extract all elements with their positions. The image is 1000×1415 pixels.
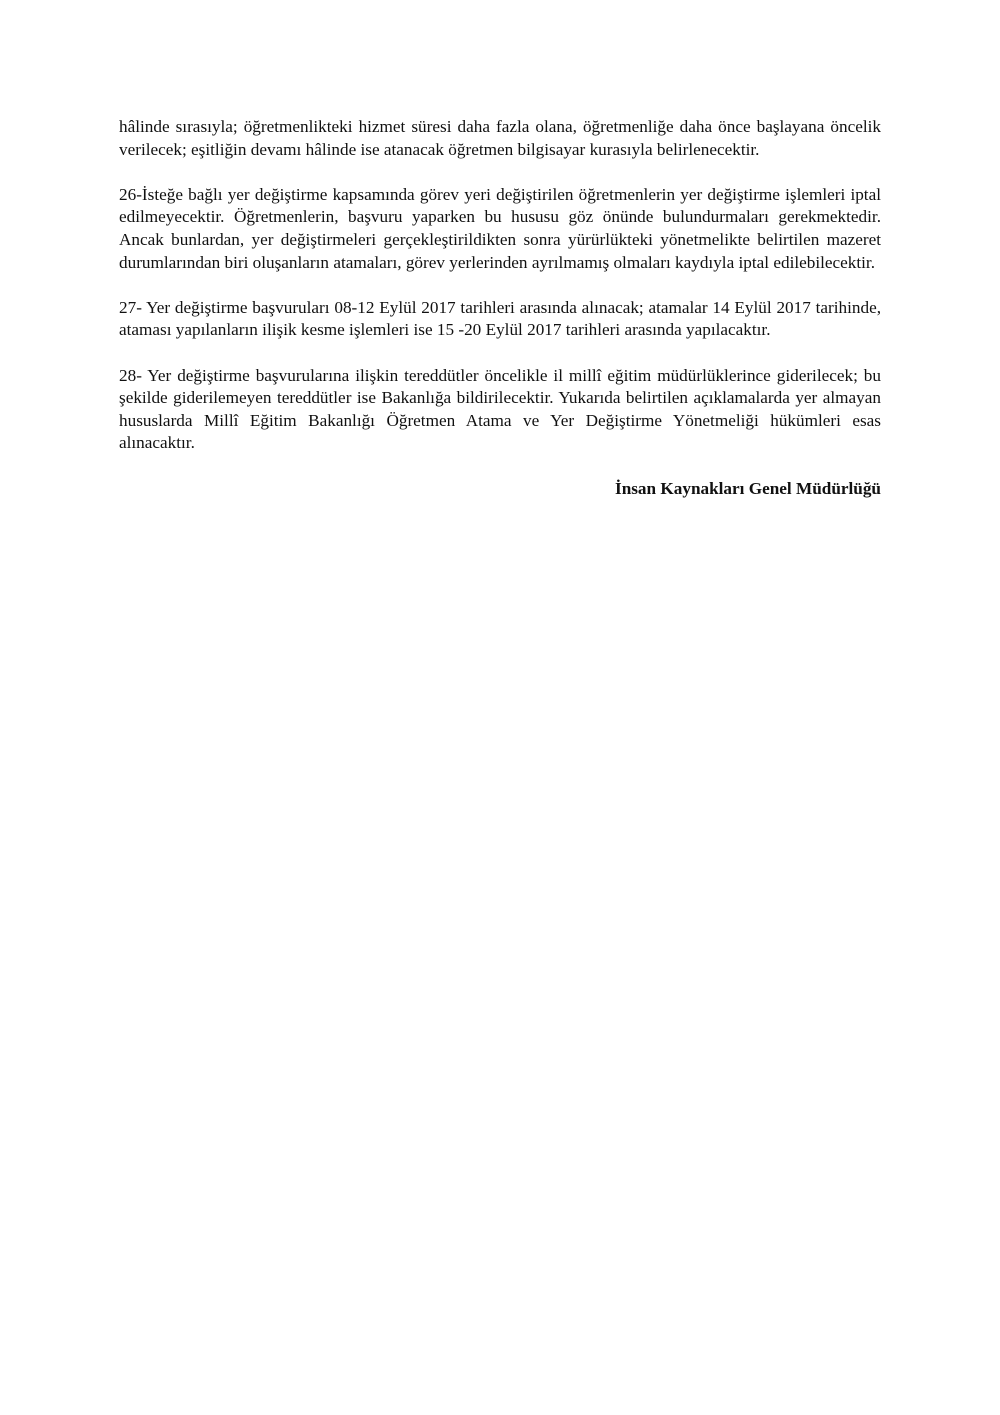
document-page bbox=[119, 116, 881, 500]
paragraph-item-26: 26-İsteğe bağlı yer değiştirme kapsamında görev yeri değiştirilen öğretmenlerin yer değiştirme işlemleri iptal edilmeyecektir. Öğretmenlerin, başvuru yaparken bu hususu göz önünde bulundurmaları gerekmektedir. Ancak bunlardan, yer değiştirmeleri gerçekleştirildikten sonra yürürlükteki yönetmelikte belirtilen mazeret durumlarından biri oluşanların atamaları, görev yerlerinden ayrılmamış olmaları kaydıyla iptal edilebilecektir. bbox=[119, 184, 881, 272]
paragraph-item-27: 27- Yer değiştirme başvuruları 08-12 Eylül 2017 tarihleri arasında alınacak; atamalar 14 Eylül 2017 tarihinde, ataması yapılanların ilişik kesme işlemleri ise 15 -20 Eylül 2017 tarihleri arasında yapılacaktır. bbox=[119, 297, 881, 340]
paragraph-item-28: 28- Yer değiştirme başvurularına ilişkin tereddütler öncelikle il millî eğitim müdürlüklerince giderilecek; bu şekilde giderilemeyen tereddütler ise Bakanlığa bildirilecektir. Yukarıda belirtilen açıklamalarda yer almayan hususlarda Millî Eğitim Bakanlığı Öğretmen Atama ve Yer Değiştirme Yönetmeliği hükümleri esas alınacaktır. bbox=[119, 365, 881, 453]
signature-department: İnsan Kaynakları Genel Müdürlüğü bbox=[615, 478, 881, 498]
paragraph-continuation: hâlinde sırasıyla; öğretmenlikteki hizmet süresi daha fazla olana, öğretmenliğe daha önce başlayana öncelik verilecek; eşitliğin devamı hâlinde ise atanacak öğretmen bilgisayar kurasıyla belirlenecektir. bbox=[119, 117, 881, 159]
